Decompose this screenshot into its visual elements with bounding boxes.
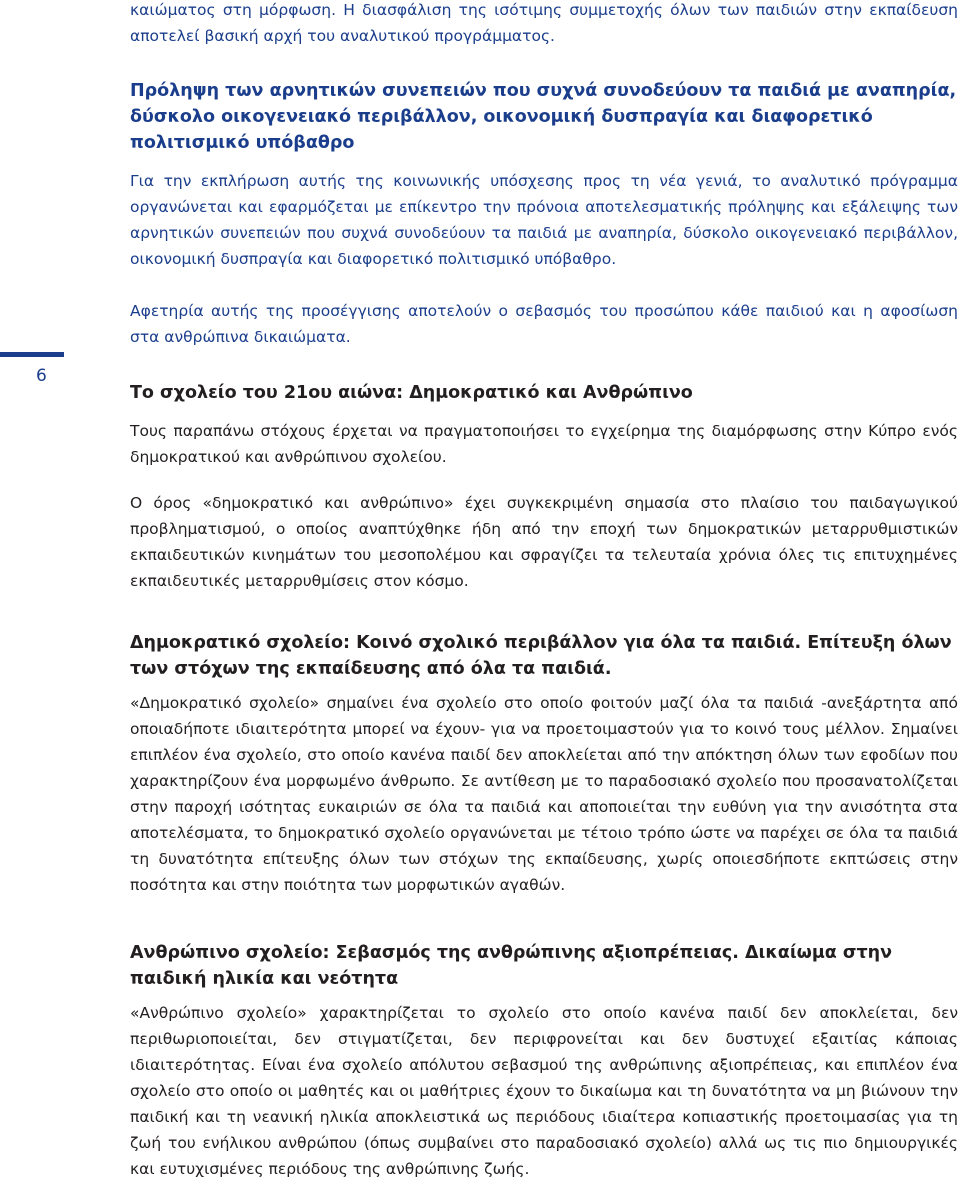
paragraph-prevention: Για την εκπλήρωση αυτής της κοινωνικής υπόσχεσης προς τη νέα γενιά, το αναλυτικό πρόγραμμα οργανώνεται και εφαρμόζεται με επίκεντρο την πρόνοια αποτελεσματικής πρόληψης και εξάλειψης των αρνητικών συνεπειών που συχνά συνοδεύουν τα παιδιά με αναπηρία, δύσκολο οικογενειακό περιβάλλον, οικονομική δυσπραγία και διαφορετικό πολιτισμικό υπόβαθρο. bbox=[130, 172, 958, 268]
page-marker-bar bbox=[0, 352, 64, 357]
section-heading-21st-century-school: Το σχολείο του 21ου αιώνα: Δημοκρατικό και Ανθρώπινο bbox=[130, 383, 693, 403]
page-number: 6 bbox=[36, 366, 47, 386]
paragraph-term-meaning: Ο όρος «δημοκρατικό και ανθρώπινο» έχει συγκεκριμένη σημασία στο πλαίσιο του παιδαγωγικού προβληματισμού, ο οποίος αναπτύχθηκε ήδη από την εποχή των δημοκρατικών μεταρρυθμιστικών εκπαιδευτικών κινημάτων του μεσοπολέμου και σφραγίζει τα τελευταία χρόνια όλες τις επιτυχημένες εκπαιδευτικές μεταρρυθμίσεις στον κόσμο. bbox=[130, 494, 958, 590]
page-marker bbox=[0, 352, 66, 412]
paragraph-intro-continued: καιώματος στη μόρφωση. Η διασφάλιση της ισότιμης συμμετοχής όλων των παιδιών στην εκπαίδευση αποτελεί βασική αρχή του αναλυτικού προγράμματος. bbox=[130, 1, 958, 45]
section-heading-humane-school: Ανθρώπινο σχολείο: Σεβασμός της ανθρώπινης αξιοπρέπειας. Δικαίωμα στην παιδική ηλικία και νεότητα bbox=[130, 943, 893, 989]
section-heading-prevention: Πρόληψη των αρνητικών συνεπειών που συχνά συνοδεύουν τα παιδιά με αναπηρία, δύσκολο οικογενειακό περιβάλλον, οικονομική δυσπραγία και διαφορετικό πολιτισμικό υπόβαθρο bbox=[130, 81, 957, 153]
paragraph-starting-point: Αφετηρία αυτής της προσέγγισης αποτελούν ο σεβασμός του προσώπου κάθε παιδιού και η αφοσίωση στα ανθρώπινα δικαιώματα. bbox=[130, 302, 958, 346]
paragraph-humane-school: «Ανθρώπινο σχολείο» χαρακτηρίζεται το σχολείο στο οποίο κανένα παιδί δεν αποκλείεται, δεν περιθωριοποιείται, δεν στιγματίζεται, δεν περιφρονείται και δεν δυστυχεί εξαιτίας κάποιας ιδιαιτερότητας. Είναι ένα σχολείο απόλυτου σεβασμού της ανθρώπινης αξιοπρέπειας, και επιπλέον ένα σχολείο στο οποίο οι μαθητές και οι μαθήτριες έχουν το δικαίωμα και τη δυνατότητα να μη βιώνουν την παιδική και τη νεανική ηλικία αποκλειστικά ως περιόδους ιδιαίτερα κοπιαστικής προετοιμασίας για τη ζωή του ενήλικου ανθρώπου (όπως συμβαίνει στο παραδοσιακό σχολείο) αλλά ως τις πιο δημιουργικές και ευτυχισμένες περιόδους της ανθρώπινης ζωής. bbox=[130, 1004, 958, 1178]
paragraph-democratic-school: «Δημοκρατικό σχολείο» σημαίνει ένα σχολείο στο οποίο φοιτούν μαζί όλα τα παιδιά -ανεξάρτητα από οποιαδήποτε ιδιαιτερότητα μπορεί να έχουν- για να προετοιμαστούν για το κοινό τους μέλλον. Σημαίνει επιπλέον ένα σχολείο, στο οποίο κανένα παιδί δεν αποκλείεται από την απόκτηση όλων των εφοδίων που χαρακτηρίζουν ένα μορφωμένο άνθρωπο. Σε αντίθεση με το παραδοσιακό σχολείο που προσανατολίζεται στην παροχή ισότητας ευκαιριών σε όλα τα παιδιά και αποποιείται την ευθύνη για την ανισότητα στα αποτελέσματα, το δημοκρατικό σχολείο οργανώνεται με τέτοιο τρόπο ώστε να παρέχει σε όλα τα παιδιά τη δυνατότητα επίτευξης όλων των στόχων της εκπαίδευσης, χωρίς οποιεσδήποτε εκπτώσεις στην ποσότητα και στην ποιότητα των μορφωτικών αγαθών. bbox=[130, 694, 958, 894]
section-heading-democratic-school: Δημοκρατικό σχολείο: Κοινό σχολικό περιβάλλον για όλα τα παιδιά. Επίτευξη όλων των στόχων της εκπαίδευσης από όλα τα παιδιά. bbox=[130, 633, 952, 679]
paragraph-goals: Τους παραπάνω στόχους έρχεται να πραγματοποιήσει το εγχείρημα της διαμόρφωσης στην Κύπρο ενός δημοκρατικού και ανθρώπινου σχολείου. bbox=[130, 422, 958, 466]
